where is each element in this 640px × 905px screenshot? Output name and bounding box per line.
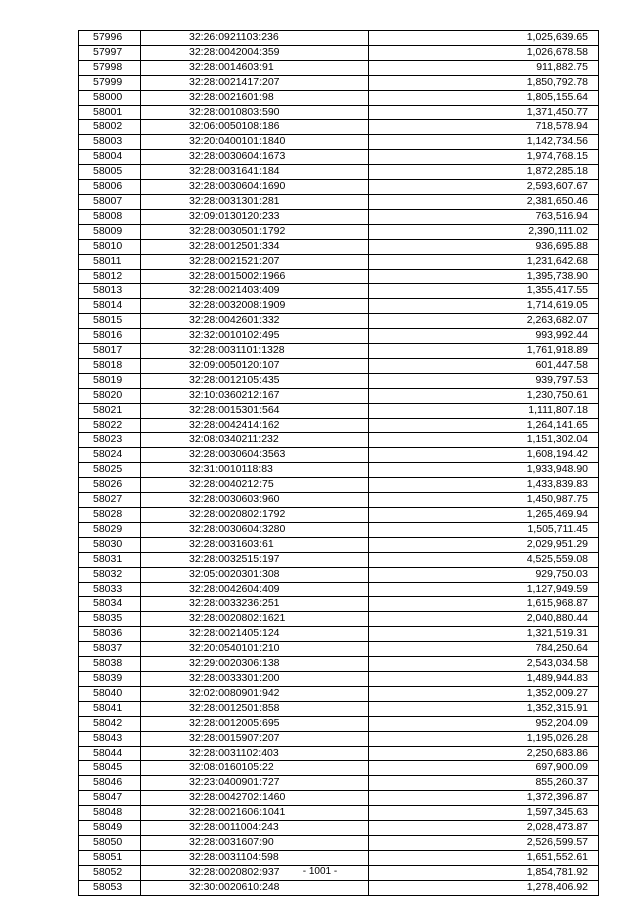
table-row bbox=[79, 835, 599, 850]
row-id-cell: 58036 bbox=[79, 627, 141, 642]
table-row bbox=[79, 239, 599, 254]
amount-cell: 1,372,396.87 bbox=[369, 791, 599, 806]
amount-cell: 1,026,678.58 bbox=[369, 45, 599, 60]
amount-cell: 993,992.44 bbox=[369, 329, 599, 344]
amount-cell: 1,872,285.18 bbox=[369, 165, 599, 180]
cadastral-code-cell: 32:28:0020802:1621 bbox=[141, 612, 369, 627]
amount-cell: 2,526,599.57 bbox=[369, 835, 599, 850]
table-row bbox=[79, 716, 599, 731]
amount-cell: 952,204.09 bbox=[369, 716, 599, 731]
cadastral-code-cell: 32:28:0031104:598 bbox=[141, 850, 369, 865]
amount-cell: 1,127,949.59 bbox=[369, 582, 599, 597]
cadastral-code-cell: 32:28:0042601:332 bbox=[141, 314, 369, 329]
table-row bbox=[79, 299, 599, 314]
row-id-cell: 57998 bbox=[79, 60, 141, 75]
cadastral-code-cell: 32:05:0020301:308 bbox=[141, 567, 369, 582]
row-id-cell: 58038 bbox=[79, 657, 141, 672]
amount-cell: 1,615,968.87 bbox=[369, 597, 599, 612]
table-row bbox=[79, 358, 599, 373]
row-id-cell: 58012 bbox=[79, 269, 141, 284]
row-id-cell: 58010 bbox=[79, 239, 141, 254]
row-id-cell: 58045 bbox=[79, 761, 141, 776]
amount-cell: 1,854,781.92 bbox=[369, 865, 599, 880]
cadastral-code-cell: 32:28:0010803:590 bbox=[141, 105, 369, 120]
row-id-cell: 58018 bbox=[79, 358, 141, 373]
cadastral-code-cell: 32:28:0021403:409 bbox=[141, 284, 369, 299]
row-id-cell: 58044 bbox=[79, 746, 141, 761]
cadastral-code-cell: 32:28:0021417:207 bbox=[141, 75, 369, 90]
cadastral-code-cell: 32:30:0020610:248 bbox=[141, 880, 369, 895]
row-id-cell: 58022 bbox=[79, 418, 141, 433]
cadastral-code-cell: 32:28:0030604:3563 bbox=[141, 448, 369, 463]
amount-cell: 2,593,607.67 bbox=[369, 180, 599, 195]
cadastral-code-cell: 32:28:0012501:858 bbox=[141, 701, 369, 716]
table-row bbox=[79, 686, 599, 701]
amount-cell: 1,352,009.27 bbox=[369, 686, 599, 701]
amount-cell: 1,974,768.15 bbox=[369, 150, 599, 165]
cadastral-code-cell: 32:29:0020306:138 bbox=[141, 657, 369, 672]
cadastral-code-cell: 32:08:0340211:232 bbox=[141, 433, 369, 448]
table-row bbox=[79, 642, 599, 657]
table-row bbox=[79, 806, 599, 821]
cadastral-code-cell: 32:28:0011004:243 bbox=[141, 821, 369, 836]
amount-cell: 911,882.75 bbox=[369, 60, 599, 75]
row-id-cell: 58020 bbox=[79, 388, 141, 403]
table-row bbox=[79, 552, 599, 567]
row-id-cell: 58053 bbox=[79, 880, 141, 895]
cadastral-code-cell: 32:28:0015002:1966 bbox=[141, 269, 369, 284]
row-id-cell: 58005 bbox=[79, 165, 141, 180]
table-row bbox=[79, 522, 599, 537]
table-row bbox=[79, 731, 599, 746]
table-row bbox=[79, 105, 599, 120]
cadastral-code-cell: 32:28:0021521:207 bbox=[141, 254, 369, 269]
amount-cell: 939,797.53 bbox=[369, 373, 599, 388]
table-row bbox=[79, 746, 599, 761]
amount-cell: 1,714,619.05 bbox=[369, 299, 599, 314]
table-row bbox=[79, 284, 599, 299]
table-row bbox=[79, 269, 599, 284]
row-id-cell: 58043 bbox=[79, 731, 141, 746]
table-row bbox=[79, 850, 599, 865]
cadastral-code-cell: 32:06:0050108:186 bbox=[141, 120, 369, 135]
amount-cell: 4,525,559.08 bbox=[369, 552, 599, 567]
row-id-cell: 58014 bbox=[79, 299, 141, 314]
row-id-cell: 58016 bbox=[79, 329, 141, 344]
row-id-cell: 58017 bbox=[79, 344, 141, 359]
row-id-cell: 58021 bbox=[79, 403, 141, 418]
cadastral-code-cell: 32:08:0160105:22 bbox=[141, 761, 369, 776]
table-row bbox=[79, 508, 599, 523]
cadastral-code-cell: 32:28:0021601:98 bbox=[141, 90, 369, 105]
table-row bbox=[79, 165, 599, 180]
row-id-cell: 58035 bbox=[79, 612, 141, 627]
row-id-cell: 58027 bbox=[79, 493, 141, 508]
cadastral-code-cell: 32:28:0015907:207 bbox=[141, 731, 369, 746]
amount-cell: 1,805,155.64 bbox=[369, 90, 599, 105]
row-id-cell: 58015 bbox=[79, 314, 141, 329]
amount-cell: 1,352,315.91 bbox=[369, 701, 599, 716]
table-row bbox=[79, 90, 599, 105]
amount-cell: 1,933,948.90 bbox=[369, 463, 599, 478]
amount-cell: 718,578.94 bbox=[369, 120, 599, 135]
row-id-cell: 57999 bbox=[79, 75, 141, 90]
table-row bbox=[79, 657, 599, 672]
table-row bbox=[79, 209, 599, 224]
amount-cell: 2,390,111.02 bbox=[369, 224, 599, 239]
cadastral-code-cell: 32:28:0021606:1041 bbox=[141, 806, 369, 821]
row-id-cell: 58032 bbox=[79, 567, 141, 582]
amount-cell: 1,195,026.28 bbox=[369, 731, 599, 746]
cadastral-code-cell: 32:02:0080901:942 bbox=[141, 686, 369, 701]
amount-cell: 1,761,918.89 bbox=[369, 344, 599, 359]
amount-cell: 1,321,519.31 bbox=[369, 627, 599, 642]
row-id-cell: 58024 bbox=[79, 448, 141, 463]
cadastral-code-cell: 32:28:0030604:3280 bbox=[141, 522, 369, 537]
amount-cell: 929,750.03 bbox=[369, 567, 599, 582]
row-id-cell: 58002 bbox=[79, 120, 141, 135]
amount-cell: 763,516.94 bbox=[369, 209, 599, 224]
amount-cell: 2,040,880.44 bbox=[369, 612, 599, 627]
table-row bbox=[79, 701, 599, 716]
amount-cell: 2,263,682.07 bbox=[369, 314, 599, 329]
cadastral-code-cell: 32:28:0012105:435 bbox=[141, 373, 369, 388]
cadastral-code-cell: 32:28:0042702:1460 bbox=[141, 791, 369, 806]
table-row bbox=[79, 478, 599, 493]
row-id-cell: 58023 bbox=[79, 433, 141, 448]
table-row bbox=[79, 761, 599, 776]
row-id-cell: 58039 bbox=[79, 671, 141, 686]
cadastral-code-cell: 32:28:0030603:960 bbox=[141, 493, 369, 508]
amount-cell: 1,395,738.90 bbox=[369, 269, 599, 284]
table-row bbox=[79, 612, 599, 627]
row-id-cell: 58000 bbox=[79, 90, 141, 105]
table-row bbox=[79, 627, 599, 642]
row-id-cell: 58037 bbox=[79, 642, 141, 657]
cadastral-code-cell: 32:28:0033236:251 bbox=[141, 597, 369, 612]
cadastral-code-cell: 32:28:0040212:75 bbox=[141, 478, 369, 493]
amount-cell: 1,371,450.77 bbox=[369, 105, 599, 120]
table-row bbox=[79, 150, 599, 165]
cadastral-code-cell: 32:28:0031101:1328 bbox=[141, 344, 369, 359]
cadastral-code-cell: 32:28:0020802:1792 bbox=[141, 508, 369, 523]
table-row bbox=[79, 597, 599, 612]
row-id-cell: 58026 bbox=[79, 478, 141, 493]
cadastral-code-cell: 32:28:0030604:1673 bbox=[141, 150, 369, 165]
table-row bbox=[79, 493, 599, 508]
row-id-cell: 58042 bbox=[79, 716, 141, 731]
amount-cell: 1,142,734.56 bbox=[369, 135, 599, 150]
amount-cell: 2,029,951.29 bbox=[369, 537, 599, 552]
table-row bbox=[79, 463, 599, 478]
row-id-cell: 58001 bbox=[79, 105, 141, 120]
row-id-cell: 58052 bbox=[79, 865, 141, 880]
amount-cell: 1,264,141.65 bbox=[369, 418, 599, 433]
table-row bbox=[79, 821, 599, 836]
amount-cell: 1,450,987.75 bbox=[369, 493, 599, 508]
row-id-cell: 58041 bbox=[79, 701, 141, 716]
amount-cell: 1,025,639.65 bbox=[369, 31, 599, 46]
row-id-cell: 58004 bbox=[79, 150, 141, 165]
row-id-cell: 58049 bbox=[79, 821, 141, 836]
table-row bbox=[79, 135, 599, 150]
cadastral-code-cell: 32:28:0042004:359 bbox=[141, 45, 369, 60]
table-row bbox=[79, 314, 599, 329]
row-id-cell: 58030 bbox=[79, 537, 141, 552]
amount-cell: 1,265,469.94 bbox=[369, 508, 599, 523]
row-id-cell: 58034 bbox=[79, 597, 141, 612]
cadastral-code-cell: 32:28:0042414:162 bbox=[141, 418, 369, 433]
table-row bbox=[79, 180, 599, 195]
cadastral-code-cell: 32:28:0042604:409 bbox=[141, 582, 369, 597]
table-row bbox=[79, 418, 599, 433]
table-row bbox=[79, 776, 599, 791]
cadastral-code-cell: 32:28:0031603:61 bbox=[141, 537, 369, 552]
table-row bbox=[79, 224, 599, 239]
amount-cell: 1,151,302.04 bbox=[369, 433, 599, 448]
amount-cell: 1,608,194.42 bbox=[369, 448, 599, 463]
amount-cell: 1,850,792.78 bbox=[369, 75, 599, 90]
row-id-cell: 58007 bbox=[79, 194, 141, 209]
amount-cell: 2,250,683.86 bbox=[369, 746, 599, 761]
amount-cell: 855,260.37 bbox=[369, 776, 599, 791]
row-id-cell: 57997 bbox=[79, 45, 141, 60]
amount-cell: 2,543,034.58 bbox=[369, 657, 599, 672]
table-row bbox=[79, 45, 599, 60]
cadastral-code-cell: 32:23:0400901:727 bbox=[141, 776, 369, 791]
cadastral-code-cell: 32:28:0015301:564 bbox=[141, 403, 369, 418]
amount-cell: 601,447.58 bbox=[369, 358, 599, 373]
amount-cell: 784,250.64 bbox=[369, 642, 599, 657]
amount-cell: 1,231,642.68 bbox=[369, 254, 599, 269]
table-row bbox=[79, 344, 599, 359]
cadastral-code-cell: 32:28:0012005:695 bbox=[141, 716, 369, 731]
table-row bbox=[79, 567, 599, 582]
amount-cell: 936,695.88 bbox=[369, 239, 599, 254]
amount-cell: 1,433,839.83 bbox=[369, 478, 599, 493]
row-id-cell: 58006 bbox=[79, 180, 141, 195]
cadastral-code-cell: 32:28:0031102:403 bbox=[141, 746, 369, 761]
table-body bbox=[79, 31, 599, 896]
cadastral-code-cell: 32:20:0400101:1840 bbox=[141, 135, 369, 150]
cadastral-code-cell: 32:28:0033301:200 bbox=[141, 671, 369, 686]
amount-cell: 697,900.09 bbox=[369, 761, 599, 776]
amount-cell: 1,597,345.63 bbox=[369, 806, 599, 821]
table-row bbox=[79, 60, 599, 75]
cadastral-code-cell: 32:28:0021405:124 bbox=[141, 627, 369, 642]
amount-cell: 1,278,406.92 bbox=[369, 880, 599, 895]
row-id-cell: 58047 bbox=[79, 791, 141, 806]
page-number: - 1001 - bbox=[302, 866, 338, 877]
cadastral-code-cell: 32:28:0031607:90 bbox=[141, 835, 369, 850]
cadastral-code-cell: 32:09:0050120:107 bbox=[141, 358, 369, 373]
table-row bbox=[79, 403, 599, 418]
row-id-cell: 58050 bbox=[79, 835, 141, 850]
amount-cell: 2,028,473.87 bbox=[369, 821, 599, 836]
row-id-cell: 58029 bbox=[79, 522, 141, 537]
cadastral-code-cell: 32:10:0360212:167 bbox=[141, 388, 369, 403]
table-row bbox=[79, 880, 599, 895]
row-id-cell: 58048 bbox=[79, 806, 141, 821]
row-id-cell: 58003 bbox=[79, 135, 141, 150]
row-id-cell: 58009 bbox=[79, 224, 141, 239]
cadastral-code-cell: 32:31:0010118:83 bbox=[141, 463, 369, 478]
cadastral-code-cell: 32:28:0030604:1690 bbox=[141, 180, 369, 195]
table-row bbox=[79, 448, 599, 463]
row-id-cell: 58028 bbox=[79, 508, 141, 523]
amount-cell: 1,111,807.18 bbox=[369, 403, 599, 418]
cadastral-code-cell: 32:28:0014603:91 bbox=[141, 60, 369, 75]
amount-cell: 2,381,650.46 bbox=[369, 194, 599, 209]
table-row bbox=[79, 120, 599, 135]
amount-cell: 1,230,750.61 bbox=[369, 388, 599, 403]
table-row bbox=[79, 433, 599, 448]
table-row bbox=[79, 31, 599, 46]
table-row bbox=[79, 388, 599, 403]
table-row bbox=[79, 75, 599, 90]
row-id-cell: 58031 bbox=[79, 552, 141, 567]
cadastral-code-cell: 32:20:0540101:210 bbox=[141, 642, 369, 657]
row-id-cell: 58019 bbox=[79, 373, 141, 388]
table-row bbox=[79, 537, 599, 552]
cadastral-code-cell: 32:09:0130120:233 bbox=[141, 209, 369, 224]
amount-cell: 1,505,711.45 bbox=[369, 522, 599, 537]
table-row bbox=[79, 254, 599, 269]
row-id-cell: 58025 bbox=[79, 463, 141, 478]
amount-cell: 1,651,552.61 bbox=[369, 850, 599, 865]
cadastral-code-cell: 32:28:0031641:184 bbox=[141, 165, 369, 180]
table-row bbox=[79, 329, 599, 344]
row-id-cell: 58008 bbox=[79, 209, 141, 224]
row-id-cell: 57996 bbox=[79, 31, 141, 46]
cadastral-code-cell: 32:28:0020802:937 bbox=[141, 865, 369, 880]
cadastral-code-cell: 32:28:0030501:1792 bbox=[141, 224, 369, 239]
table-row bbox=[79, 373, 599, 388]
row-id-cell: 58013 bbox=[79, 284, 141, 299]
cadastral-code-cell: 32:28:0012501:334 bbox=[141, 239, 369, 254]
data-table bbox=[78, 30, 599, 896]
cadastral-code-cell: 32:28:0031301:281 bbox=[141, 194, 369, 209]
row-id-cell: 58040 bbox=[79, 686, 141, 701]
table-row bbox=[79, 582, 599, 597]
cadastral-code-cell: 32:32:0010102:495 bbox=[141, 329, 369, 344]
cadastral-code-cell: 32:28:0032515:197 bbox=[141, 552, 369, 567]
table-row bbox=[79, 194, 599, 209]
row-id-cell: 58011 bbox=[79, 254, 141, 269]
table-row bbox=[79, 791, 599, 806]
cadastral-code-cell: 32:26:0921103:236 bbox=[141, 31, 369, 46]
table-row bbox=[79, 671, 599, 686]
amount-cell: 1,489,944.83 bbox=[369, 671, 599, 686]
cadastral-code-cell: 32:28:0032008:1909 bbox=[141, 299, 369, 314]
row-id-cell: 58033 bbox=[79, 582, 141, 597]
row-id-cell: 58051 bbox=[79, 850, 141, 865]
row-id-cell: 58046 bbox=[79, 776, 141, 791]
amount-cell: 1,355,417.55 bbox=[369, 284, 599, 299]
